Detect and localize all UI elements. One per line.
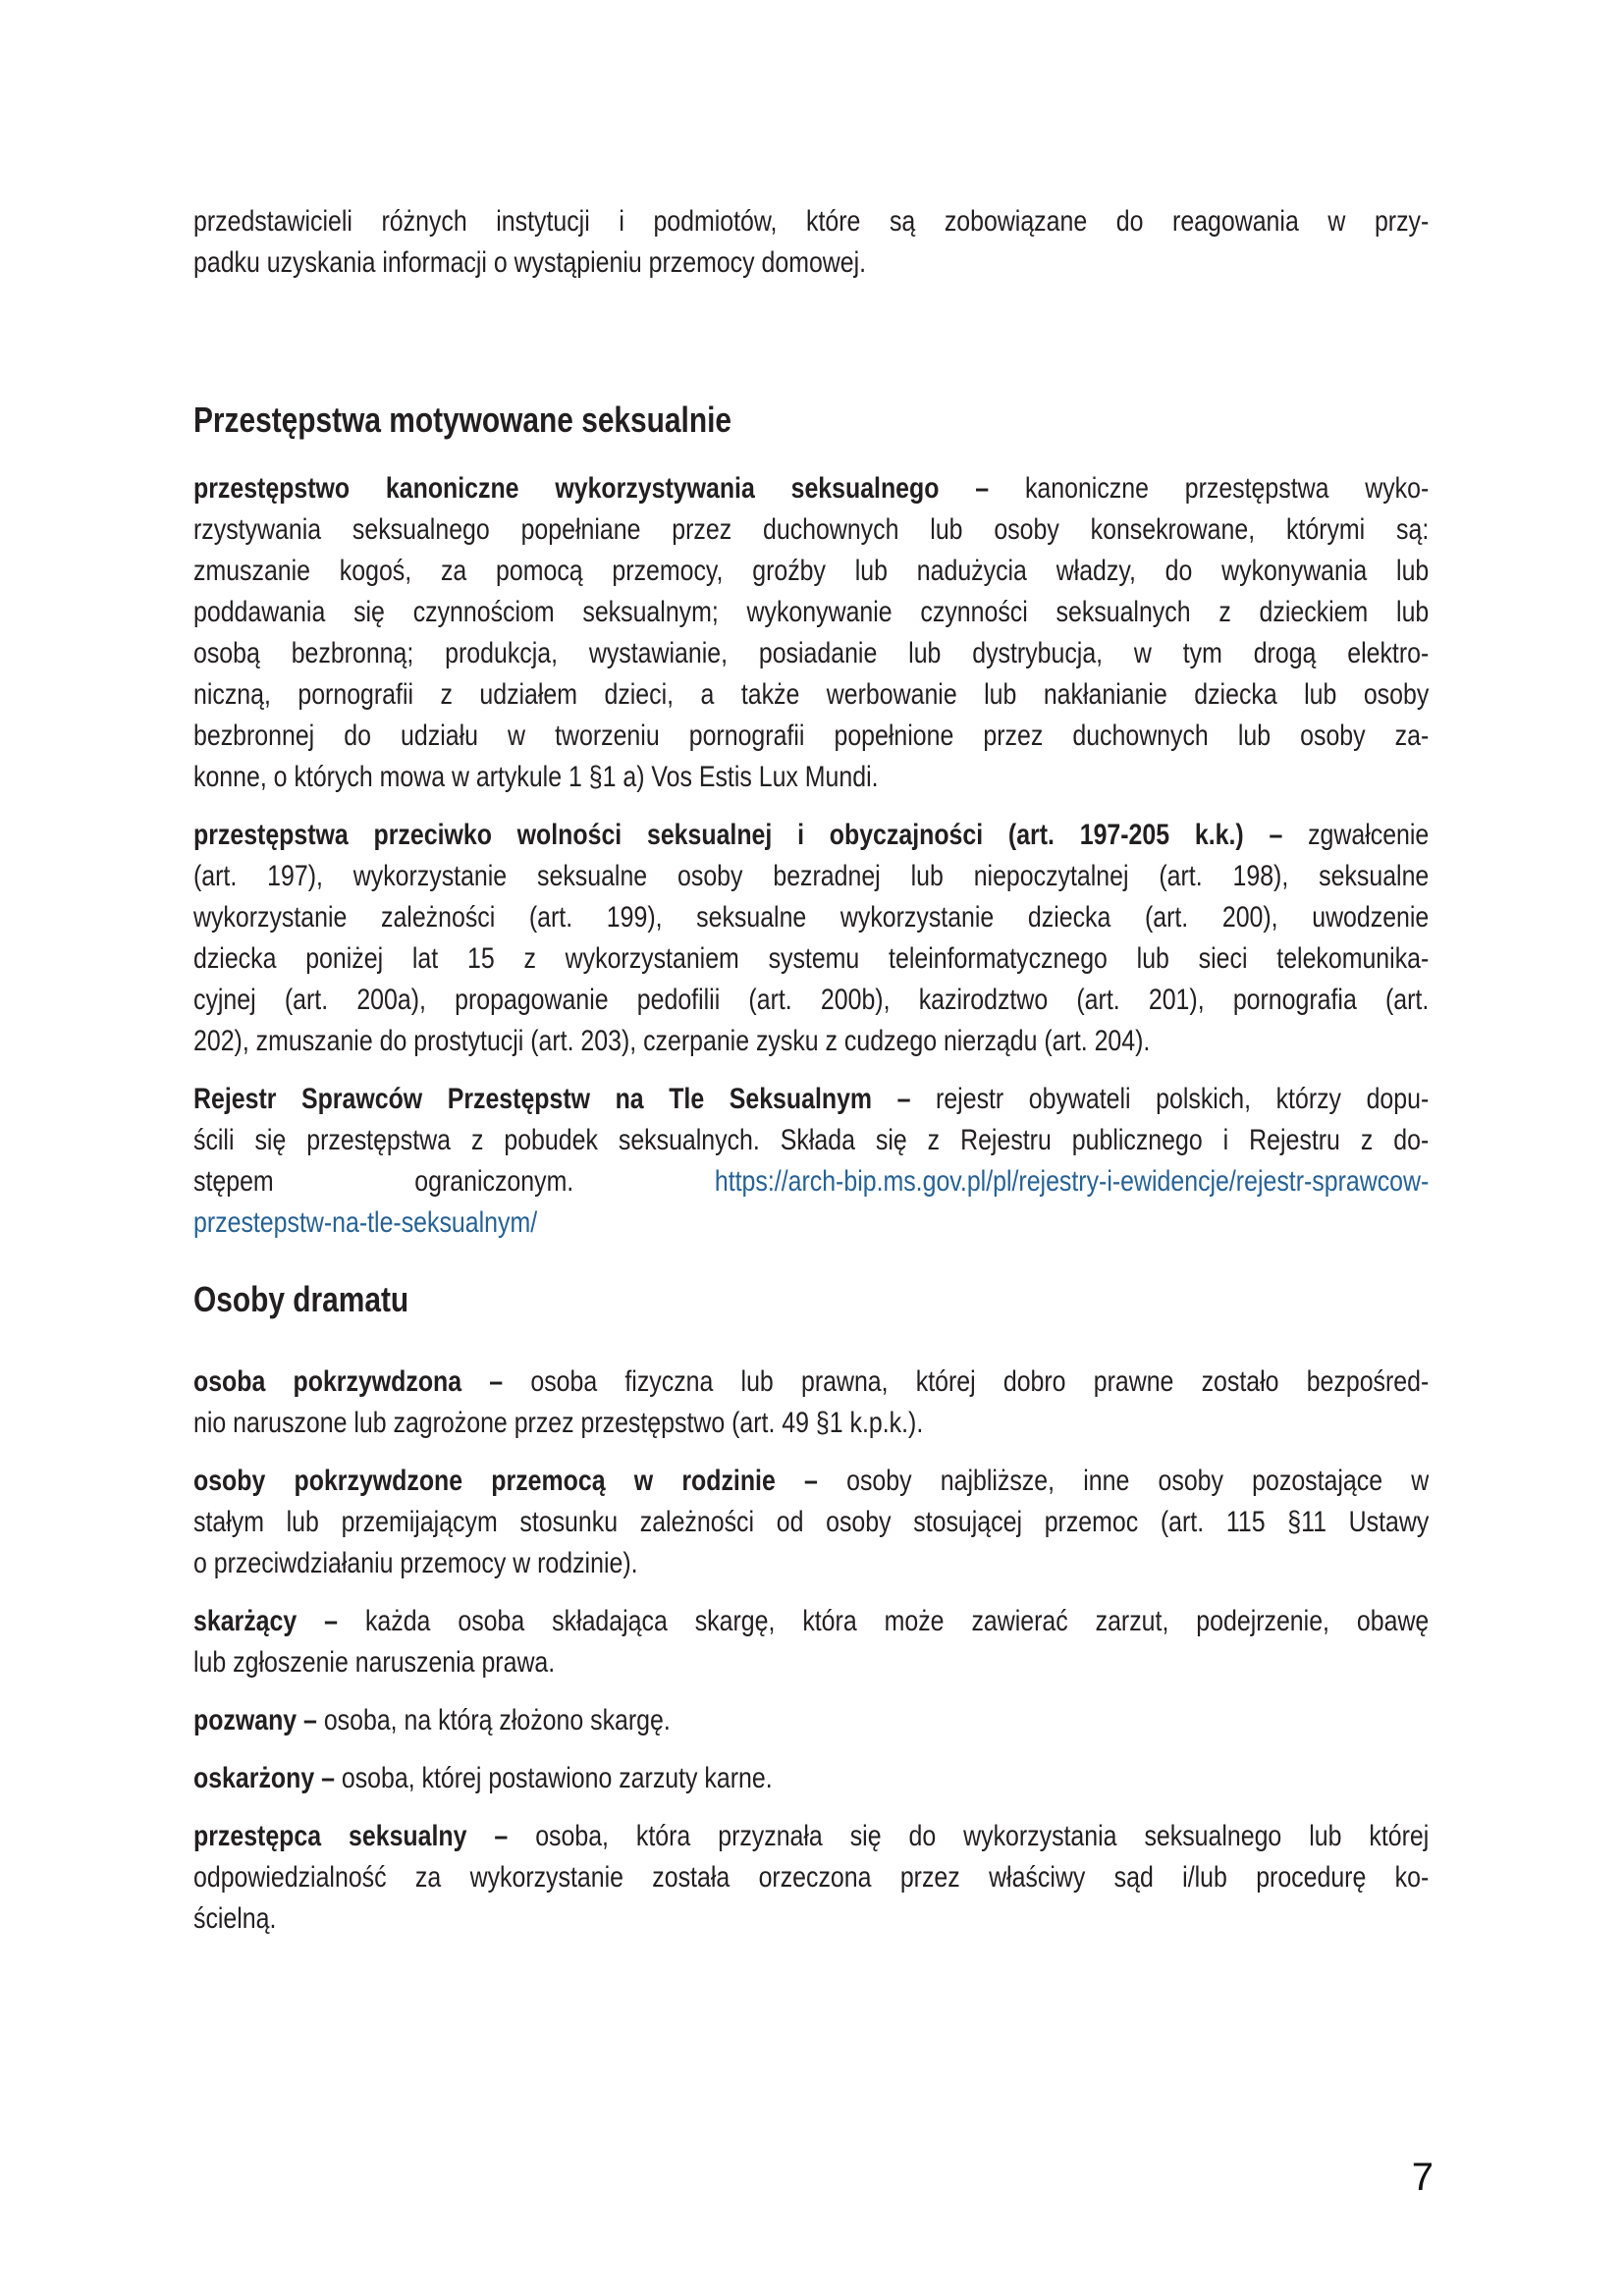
text-line <box>193 1161 1429 1202</box>
text-line <box>193 980 1429 1021</box>
text-line <box>193 815 1429 856</box>
body-text: zgwałcenie <box>1282 819 1430 851</box>
text-line <box>193 201 1429 242</box>
body-text: kanoniczne przestępstwa wyko- <box>989 472 1430 505</box>
body-text: lub zgłoszenie naruszenia prawa. <box>193 1646 556 1679</box>
text-line <box>193 1898 1429 1940</box>
body-text: padku uzyskania informacji o wystąpieniu przemocy domowej. <box>193 246 867 279</box>
text-line <box>193 242 1429 284</box>
body-text: osobą bezbronną; produkcja, wystawianie, posiadanie lub dystrybucja, w tym drogą elektro- <box>193 637 1430 669</box>
text-line <box>193 1543 1429 1584</box>
text-line <box>193 938 1429 980</box>
body-text: bezbronnej do udziału w tworzeniu pornografii popełnione przez duchownych lub osoby za- <box>193 720 1430 752</box>
definition-paragraph <box>193 1816 1429 1940</box>
register-url-link[interactable]: https://arch-bip.ms.gov.pl/pl/rejestry-i-ewidencje/rejestr-sprawcow- <box>714 1165 1430 1198</box>
body-text: osoby najbliższe, inne osoby pozostające w <box>817 1465 1430 1497</box>
body-text: stępem ograniczonym. <box>193 1165 715 1198</box>
body-text: rejestr obywateli polskich, którzy dopu- <box>910 1083 1430 1115</box>
text-line <box>193 1362 1429 1403</box>
body-text: osoba fizyczna lub prawna, której dobro prawne zostało bezpośred- <box>503 1365 1430 1398</box>
body-text: o przeciwdziałaniu przemocy w rodzinie). <box>193 1547 638 1579</box>
text-line <box>193 1601 1429 1642</box>
text-line <box>193 1120 1429 1161</box>
text-line <box>193 1816 1429 1857</box>
body-text: przedstawicieli różnych instytucji i podmiotów, które są zobowiązane do reagowania w przy- <box>193 205 1430 238</box>
text-line <box>193 856 1429 897</box>
definition-paragraph <box>193 815 1429 1062</box>
body-text: niczną, pornografii z udziałem dzieci, a także werbowanie lub nakłanianie dziecka lub osoby <box>193 678 1430 711</box>
text-line <box>193 1021 1429 1062</box>
body-text: 202), zmuszanie do prostytucji (art. 203), czerpanie zysku z cudzego nierządu (art. 204). <box>193 1025 1151 1057</box>
text-line <box>193 468 1429 509</box>
text-line <box>193 1857 1429 1898</box>
body-text: zmuszanie kogoś, za pomocą przemocy, groźby lub nadużycia władzy, do wykonywania lub <box>193 555 1430 587</box>
body-text: ścielną. <box>193 1902 277 1935</box>
definition-term: przestępstwa przeciwko wolności seksualnej i obyczajności (art. 197-205 k.k.) – <box>193 819 1283 851</box>
definition-paragraph <box>193 1079 1429 1244</box>
definition-paragraph <box>193 1362 1429 1444</box>
definition-term: przestępca seksualny – <box>193 1820 509 1852</box>
body-text: dziecka poniżej lat 15 z wykorzystaniem systemu teleinformatycznego lub sieci telekomunika- <box>193 942 1430 975</box>
definition-paragraph <box>193 1758 1429 1799</box>
text-line <box>193 1642 1429 1683</box>
text-line <box>193 897 1429 938</box>
body-text: stałym lub przemijającym stosunku zależności od osoby stosującej przemoc (art. 115 §11 Ustawy <box>193 1506 1430 1538</box>
definition-paragraph <box>193 1461 1429 1584</box>
text-line <box>193 757 1429 798</box>
body-text: wykorzystanie zależności (art. 199), seksualne wykorzystanie dziecka (art. 200), uwodzenie <box>193 901 1430 934</box>
section <box>193 398 1429 1244</box>
text-line <box>193 1202 1429 1244</box>
text-line <box>193 1700 1429 1741</box>
body-text: poddawania się czynnościom seksualnym; wykonywanie czynności seksualnych z dzieckiem lub <box>193 596 1430 628</box>
text-line <box>193 633 1429 674</box>
definition-term: osoba pokrzywdzona – <box>193 1365 504 1398</box>
body-text: rzystywania seksualnego popełniane przez duchownych lub osoby konsekrowane, którymi są: <box>193 513 1430 546</box>
intro-paragraph <box>193 201 1429 284</box>
definition-paragraph <box>193 1601 1429 1683</box>
text-line <box>193 1079 1429 1120</box>
text-line <box>193 674 1429 716</box>
page-number: 7 <box>1411 2156 1434 2199</box>
definition-term: pozwany – <box>193 1704 317 1736</box>
body-text: odpowiedzialność za wykorzystanie została orzeczona przez właściwy sąd i/lub procedurę ko- <box>193 1861 1430 1894</box>
text-line <box>193 1502 1429 1543</box>
body-text: osoba, której postawiono zarzuty karne. <box>334 1762 773 1794</box>
text-line <box>193 1461 1429 1502</box>
text-line <box>193 1758 1429 1799</box>
definition-paragraph <box>193 468 1429 798</box>
text-line <box>193 592 1429 633</box>
text-line <box>193 716 1429 757</box>
body-text: cyjnej (art. 200a), propagowanie pedofilii (art. 200b), kazirodztwo (art. 201), pornografia (art. <box>193 984 1430 1016</box>
definition-term: skarżący – <box>193 1605 339 1637</box>
section <box>193 1277 1429 1940</box>
section-heading: Osoby dramatu <box>193 1279 409 1319</box>
definition-term: przestępstwo kanoniczne wykorzystywania seksualnego – <box>193 472 990 505</box>
definition-term: oskarżony – <box>193 1762 335 1794</box>
body-text: osoba, która przyznała się do wykorzystania seksualnego lub której <box>508 1820 1430 1852</box>
definition-term: osoby pokrzywdzone przemocą w rodzinie – <box>193 1465 818 1497</box>
section-heading: Przestępstwa motywowane seksualnie <box>193 400 732 440</box>
body-text: każda osoba składająca skargę, która może zawierać zarzut, podejrzenie, obawę <box>338 1605 1430 1637</box>
body-text: osoba, na którą złożono skargę. <box>316 1704 671 1736</box>
body-text: (art. 197), wykorzystanie seksualne osoby bezradnej lub niepoczytalnej (art. 198), seksualne <box>193 860 1430 892</box>
document-content <box>193 201 1429 1956</box>
text-line <box>193 551 1429 592</box>
text-line <box>193 509 1429 551</box>
text-line <box>193 1403 1429 1444</box>
definition-paragraph <box>193 1700 1429 1741</box>
definition-term: Rejestr Sprawców Przestępstw na Tle Seksualnym – <box>193 1083 911 1115</box>
body-text: nio naruszone lub zagrożone przez przestępstwo (art. 49 §1 k.p.k.). <box>193 1407 924 1439</box>
body-text: ścili się przestępstwa z pobudek seksualnych. Składa się z Rejestru publicznego i Rejestru z do- <box>193 1124 1430 1156</box>
body-text: konne, o których mowa w artykule 1 §1 a) Vos Estis Lux Mundi. <box>193 761 879 793</box>
register-url-link[interactable]: przestepstw-na-tle-seksualnym/ <box>193 1206 538 1239</box>
